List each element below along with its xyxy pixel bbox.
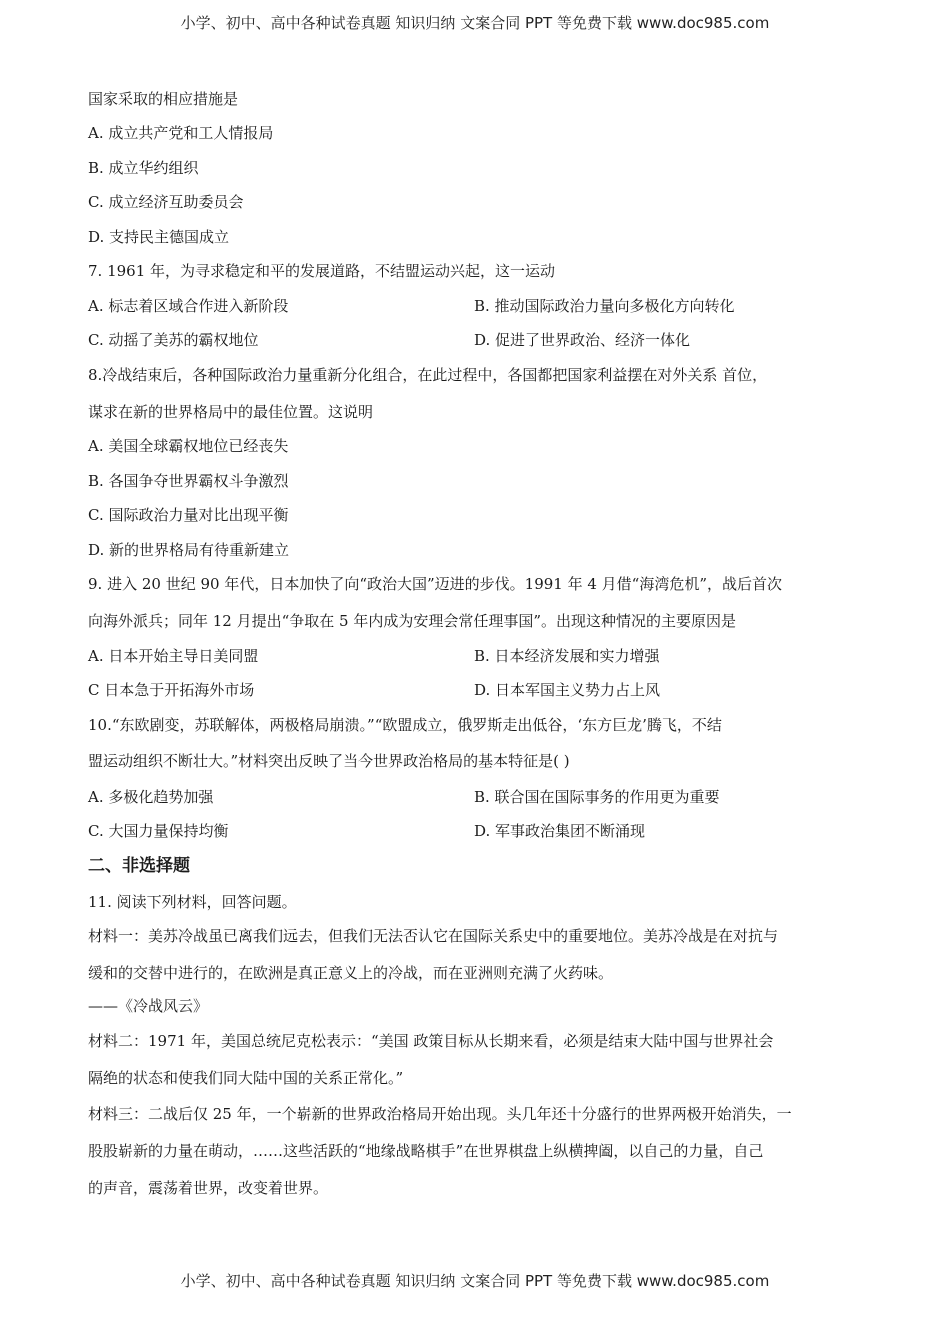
q6-option-d: D. 支持民主德国成立 [88,228,230,246]
material3-line1: 材料三：二战后仅 25 年，一个崭新的世界政治格局开始出现。头几年还十分盛行的世界两极开始消失，一 [88,1105,792,1123]
q7-option-d: D. 促进了世界政治、经济一体化 [474,331,691,349]
q10-option-c: C. 大国力量保持均衡 [88,822,229,840]
material1-line1: 材料一：美苏冷战虽已离我们远去，但我们无法否认它在国际关系史中的重要地位。美苏冷战是在对抗与 [88,927,779,945]
q7-option-c: C. 动摇了美苏的霸权地位 [88,331,259,349]
q8-stem-line1: 8.冷战结束后，各种国际政治力量重新分化组合，在此过程中，各国都把国家利益摆在对外关系 首位， [88,366,768,384]
section-heading: 二、非选择题 [88,856,190,876]
q6-option-c: C. 成立经济互助委员会 [88,193,244,211]
material1-line2: 缓和的交替中进行的，在欧洲是真正意义上的冷战，而在亚洲则充满了火药味。 [88,964,614,982]
q11-stem: 11. 阅读下列材料，回答问题。 [88,893,297,911]
q8-option-b: B. 各国争夺世界霸权斗争激烈 [88,472,289,490]
q8-option-a: A. 美国全球霸权地位已经丧失 [88,437,289,455]
q9-option-c: C 日本急于开拓海外市场 [88,681,255,699]
page-header: 小学、初中、高中各种试卷真题 知识归纳 文案合同 PPT 等免费下载 www.doc985.com [180,14,770,32]
material3-line2: 股股崭新的力量在萌动，……这些活跃的“地缘战略棋手”在世界棋盘上纵横捭阖，以自己的力量，自己 [88,1142,764,1160]
q8-stem-line2: 谋求在新的世界格局中的最佳位置。这说明 [88,403,374,421]
q7-stem: 7. 1961 年，为寻求稳定和平的发展道路，不结盟运动兴起，这一运动 [88,262,556,280]
q6-option-b: B. 成立华约组织 [88,159,199,177]
material2-line1: 材料二：1971 年，美国总统尼克松表示：“美国 政策目标从长期来看，必须是结束大陆中国与世界社会 [88,1032,774,1050]
q8-option-d: D. 新的世界格局有待重新建立 [88,541,290,559]
q8-option-c: C. 国际政治力量对比出现平衡 [88,506,289,524]
q10-stem-line1: 10.“东欧剧变，苏联解体，两极格局崩溃。”“欧盟成立，俄罗斯走出低谷，‘东方巨龙’腾飞，不结 [88,716,722,734]
q10-option-d: D. 军事政治集团不断涌现 [474,822,646,840]
q10-option-a: A. 多极化趋势加强 [88,788,214,806]
q9-stem-line1: 9. 进入 20 世纪 90 年代，日本加快了向“政治大国”迈进的步伐。1991 年 4 月借“海湾危机”，战后首次 [88,575,783,593]
q10-option-b: B. 联合国在国际事务的作用更为重要 [474,788,720,806]
material1-source: ——《冷战风云》 [88,997,209,1015]
material2-line2: 隔绝的状态和使我们同大陆中国的关系正常化。” [88,1069,404,1087]
q9-option-b: B. 日本经济发展和实力增强 [474,647,660,665]
q7-option-b: B. 推动国际政治力量向多极化方向转化 [474,297,735,315]
q6-stem-tail: 国家采取的相应措施是 [88,90,239,108]
material3-line3: 的声音，震荡着世界，改变着世界。 [88,1179,329,1197]
q9-option-d: D. 日本军国主义势力占上风 [474,681,661,699]
q10-stem-line2: 盟运动组织不断壮大。”材料突出反映了当今世界政治格局的基本特征是( ) [88,752,570,770]
q9-stem-line2: 向海外派兵；同年 12 月提出“争取在 5 年内成为安理会常任理事国”。出现这种情况的主要原因是 [88,612,737,630]
page-footer: 小学、初中、高中各种试卷真题 知识归纳 文案合同 PPT 等免费下载 www.doc985.com [180,1272,770,1290]
q9-option-a: A. 日本开始主导日美同盟 [88,647,259,665]
q7-option-a: A. 标志着区域合作进入新阶段 [88,297,289,315]
q6-option-a: A. 成立共产党和工人情报局 [88,124,274,142]
